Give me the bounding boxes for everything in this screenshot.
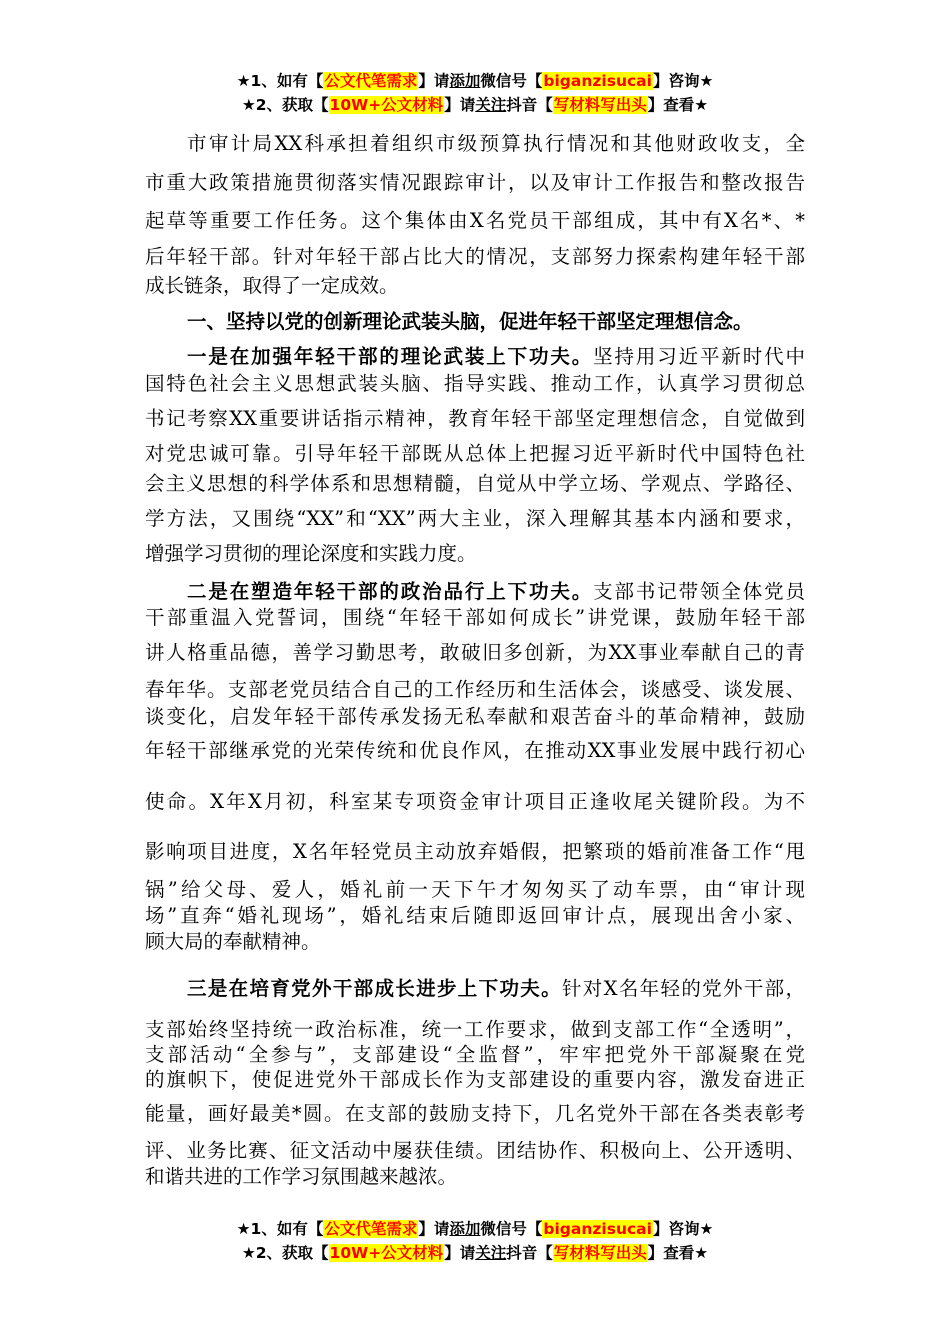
banner-top-line-2 [0, 94, 950, 117]
banner-text: 抖音【 [506, 96, 553, 114]
paragraph-text: 支部书记带领全体党员 [593, 580, 805, 603]
paragraph-lead: 三是在培育党外干部成长进步上下功夫。 [187, 977, 562, 1000]
star-icon: ★ [236, 1220, 251, 1238]
intro-line: 市重大政策措施贯彻落实情况跟踪审计，以及审计工作报告和整改报告 [145, 171, 805, 194]
paragraph-line: 使命。X年X月初，科室某专项资金审计项目正逢收尾关键阶段。为不 [145, 790, 805, 813]
paragraph-line [145, 343, 805, 371]
banner-text: 1、如有【 [250, 1220, 324, 1238]
douyin-id: 写材料写出头 [553, 96, 647, 114]
paragraph-line: 评、业务比赛、征文活动中屡获佳绩。团结协作、积极向上、公开透明、 [145, 1139, 805, 1162]
banner-text: 】请 [444, 96, 476, 114]
intro-line: 后年轻干部。针对年轻干部占比大的情况，支部努力探索构建年轻干部 [145, 245, 805, 268]
banner-text: 】请 [418, 1220, 450, 1238]
paragraph-text: 针对X名年轻的党外干部， [561, 977, 805, 1000]
banner-text: 2、获取【 [255, 1244, 329, 1262]
paragraph-lead: 一是在加强年轻干部的理论武装上下功夫。 [187, 345, 594, 368]
banner-top-line-1 [0, 70, 950, 93]
paragraph-line: 影响项目进度，X名年轻党员主动放弃婚假，把繁琐的婚前准备工作“甩 [145, 840, 805, 863]
banner-text: 微信号【 [480, 72, 543, 90]
highlight-text: 10W+公文材料 [329, 96, 444, 114]
banner-bottom-line-1 [0, 1218, 950, 1241]
paragraph-line: 的旗帜下，使促进党外干部成长作为支部建设的重要内容，激发奋进正 [145, 1068, 805, 1091]
highlight-text: 10W+公文材料 [329, 1244, 444, 1262]
underlined-text: 添加 [449, 1220, 481, 1238]
wechat-id: biganzisucai [543, 1220, 652, 1238]
paragraph-line: 干部重温入党誓词，围绕“年轻干部如何成长”讲党课，鼓励年轻干部 [145, 606, 805, 629]
star-icon: ★ [241, 1244, 256, 1262]
paragraph-line: 会主义思想的科学体系和思想精髓，自觉从中学立场、学观点、学路径、 [145, 472, 805, 495]
intro-line: 起草等重要工作任务。这个集体由X名党员干部组成，其中有X名*、* [145, 209, 805, 232]
paragraph-line: 增强学习贯彻的理论深度和实践力度。 [145, 542, 477, 565]
underlined-text: 关注 [475, 96, 507, 114]
banner-text: 2、获取【 [255, 96, 329, 114]
paragraph-line: 场”直奔“婚礼现场”，婚礼结束后随即返回审计点，展现出舍小家、 [145, 904, 805, 927]
banner-text: 1、如有【 [250, 72, 324, 90]
star-icon: ★ [241, 96, 256, 114]
paragraph-line: 锅”给父母、爱人，婚礼前一天下午才匆匆买了动车票，由“审计现 [145, 878, 805, 901]
banner-text: 】请 [444, 1244, 476, 1262]
paragraph-line: 年轻干部继承党的光荣传统和优良作风，在推动XX事业发展中践行初心 [145, 739, 805, 762]
paragraph-line: 支部活动“全参与”，支部建设“全监督”，牢牢把党外干部凝聚在党 [145, 1043, 805, 1066]
underlined-text: 关注 [475, 1244, 507, 1262]
banner-text: 抖音【 [506, 1244, 553, 1262]
banner-text: 微信号【 [480, 1220, 543, 1238]
paragraph-line [145, 578, 805, 606]
banner-text: 】咨询★ [652, 1220, 714, 1238]
banner-text: 】咨询★ [652, 72, 714, 90]
highlight-text: 公文代笔需求 [324, 72, 418, 90]
banner-text: 】查看★ [647, 1244, 709, 1262]
paragraph-line: 谈变化，启发年轻干部传承发扬无私奉献和艰苦奋斗的革命精神，鼓励 [145, 705, 805, 728]
highlight-text: 公文代笔需求 [324, 1220, 418, 1238]
intro-line: 市审计局XX科承担着组织市级预算执行情况和其他财政收支，全 [187, 132, 805, 155]
wechat-id: biganzisucai [543, 72, 652, 90]
banner-bottom-line-2 [0, 1242, 950, 1265]
section-heading: 一、坚持以党的创新理论武装头脑，促进年轻干部坚定理想信念。 [187, 310, 753, 333]
paragraph-line: 和谐共进的工作学习氛围越来越浓。 [145, 1165, 458, 1188]
star-icon: ★ [236, 72, 251, 90]
douyin-id: 写材料写出头 [553, 1244, 647, 1262]
paragraph-line: 书记考察XX重要讲话指示精神，教育年轻干部坚定理想信念，自觉做到 [145, 407, 805, 430]
paragraph-line: 国特色社会主义思想武装头脑、指导实践、推动工作，认真学习贯彻总 [145, 372, 805, 395]
intro-line: 成长链条，取得了一定成效。 [145, 274, 399, 297]
paragraph-lead: 二是在塑造年轻干部的政治品行上下功夫。 [187, 580, 594, 603]
banner-text: 】查看★ [647, 96, 709, 114]
paragraph-line: 春年华。支部老党员结合自己的工作经历和生活体会，谈感受、谈发展、 [145, 678, 805, 701]
paragraph-line: 能量，画好最美*圆。在支部的鼓励支持下，几名党外干部在各类表彰考 [145, 1102, 805, 1125]
paragraph-text: 坚持用习近平新时代中 [593, 345, 805, 368]
banner-text: 】请 [418, 72, 450, 90]
paragraph-line: 顾大局的奉献精神。 [145, 930, 321, 953]
paragraph-line: 支部始终坚持统一政治标准，统一工作要求，做到支部工作“全透明”， [145, 1018, 805, 1041]
paragraph-line: 对党忠诚可靠。引导年轻干部既从总体上把握习近平新时代中国特色社 [145, 442, 805, 465]
paragraph-line [145, 975, 805, 1003]
underlined-text: 添加 [449, 72, 481, 90]
paragraph-line: 讲人格重品德，善学习勤思考，敢破旧多创新，为XX事业奉献自己的青 [145, 641, 805, 664]
paragraph-line: 学方法，又围绕“XX”和“XX”两大主业，深入理解其基本内涵和要求， [145, 507, 805, 530]
